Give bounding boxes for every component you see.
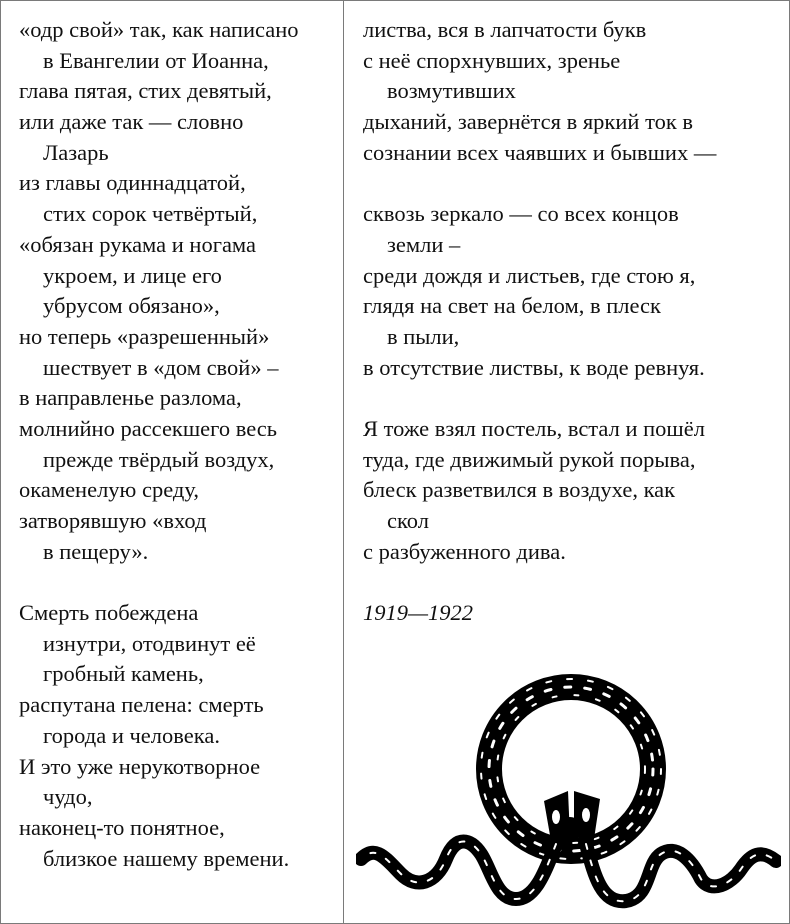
- poem-line: затворявшую «вход: [19, 508, 207, 533]
- poem-line: в Евангелии от Иоанна,: [43, 47, 269, 73]
- stanza-break: [363, 383, 783, 414]
- poem-line: гробный камень,: [43, 661, 204, 687]
- poem-line: «обязан рукама и ногама: [19, 231, 256, 257]
- poem-line: стих сорок четвёртый,: [43, 201, 258, 227]
- poem-line: наконец-то понятное,: [19, 814, 225, 840]
- column-divider: [343, 1, 344, 923]
- poem-line: сознании всех чаявших и бывших —: [363, 139, 717, 165]
- poem-line: прежде твёрдый воздух,: [43, 446, 275, 472]
- poem-line: «одр свой» так, как написано: [19, 17, 299, 42]
- poem-line: укроем, и лице его: [43, 262, 222, 288]
- poem-line: дыханий, завернётся в яркий ток в: [363, 109, 694, 135]
- poem-line: сквозь зеркало — со всех концов: [363, 201, 679, 227]
- right-column: [363, 15, 783, 629]
- poem-line: изнутри, отодвинут её: [43, 630, 256, 656]
- poem-line: молнийно рассекшего весь: [19, 415, 278, 441]
- stanza-break: [363, 168, 783, 199]
- poem-line: шествует в «дом свой» –: [43, 354, 279, 380]
- poem-line: скол: [387, 508, 429, 533]
- poem-line: земли –: [387, 231, 461, 257]
- poem-line: туда, где движимый рукой порыва,: [363, 446, 696, 472]
- poem-line: возмутивших: [387, 78, 516, 104]
- stanza-break: [19, 567, 341, 598]
- stanza-break: [363, 567, 783, 598]
- poem-line: глядя на свет на белом, в плеск: [363, 293, 661, 319]
- poem-line: чудо,: [43, 784, 93, 810]
- poem-line: убрусом обязано»,: [43, 293, 220, 319]
- poem-line: блеск разветвился в воздухе, как: [363, 477, 676, 503]
- poem-line: Я тоже взял постель, встал и пошёл: [363, 415, 705, 441]
- poem-line: близкое нашему времени.: [43, 845, 290, 871]
- poem-line: распутана пелена: смерть: [19, 692, 264, 718]
- left-column: [19, 15, 341, 874]
- poem-line: окаменелую среду,: [19, 477, 199, 503]
- poem-line: И это уже нерукотворное: [19, 753, 261, 779]
- poem-line: из главы одиннадцатой,: [19, 170, 246, 196]
- poem-line: в пыли,: [387, 323, 460, 349]
- poem-line: в пещеру».: [43, 538, 149, 564]
- poem-date: 1919—1922: [363, 600, 474, 626]
- poem-line: или даже так — словно: [19, 109, 244, 135]
- poem-line: но теперь «разрешенный»: [19, 323, 270, 349]
- poem-line: в направленье разлома,: [19, 385, 242, 411]
- poem-line: Смерть побеждена: [19, 600, 199, 626]
- poem-line: среди дождя и листьев, где стою я,: [363, 262, 696, 288]
- wreath-with-ribbon-icon: [356, 669, 781, 914]
- poem-line: листва, вся в лапчатости букв: [363, 17, 647, 42]
- poem-line: с неё спорхнувших, зренье: [363, 47, 621, 73]
- poem-line: глава пятая, стих девятый,: [19, 78, 272, 104]
- poem-line: города и человека.: [43, 722, 220, 748]
- poem-line: в отсутствие листвы, к воде ревнуя.: [363, 354, 705, 380]
- poem-line: Лазарь: [43, 139, 109, 165]
- poem-line: с разбуженного дива.: [363, 538, 566, 564]
